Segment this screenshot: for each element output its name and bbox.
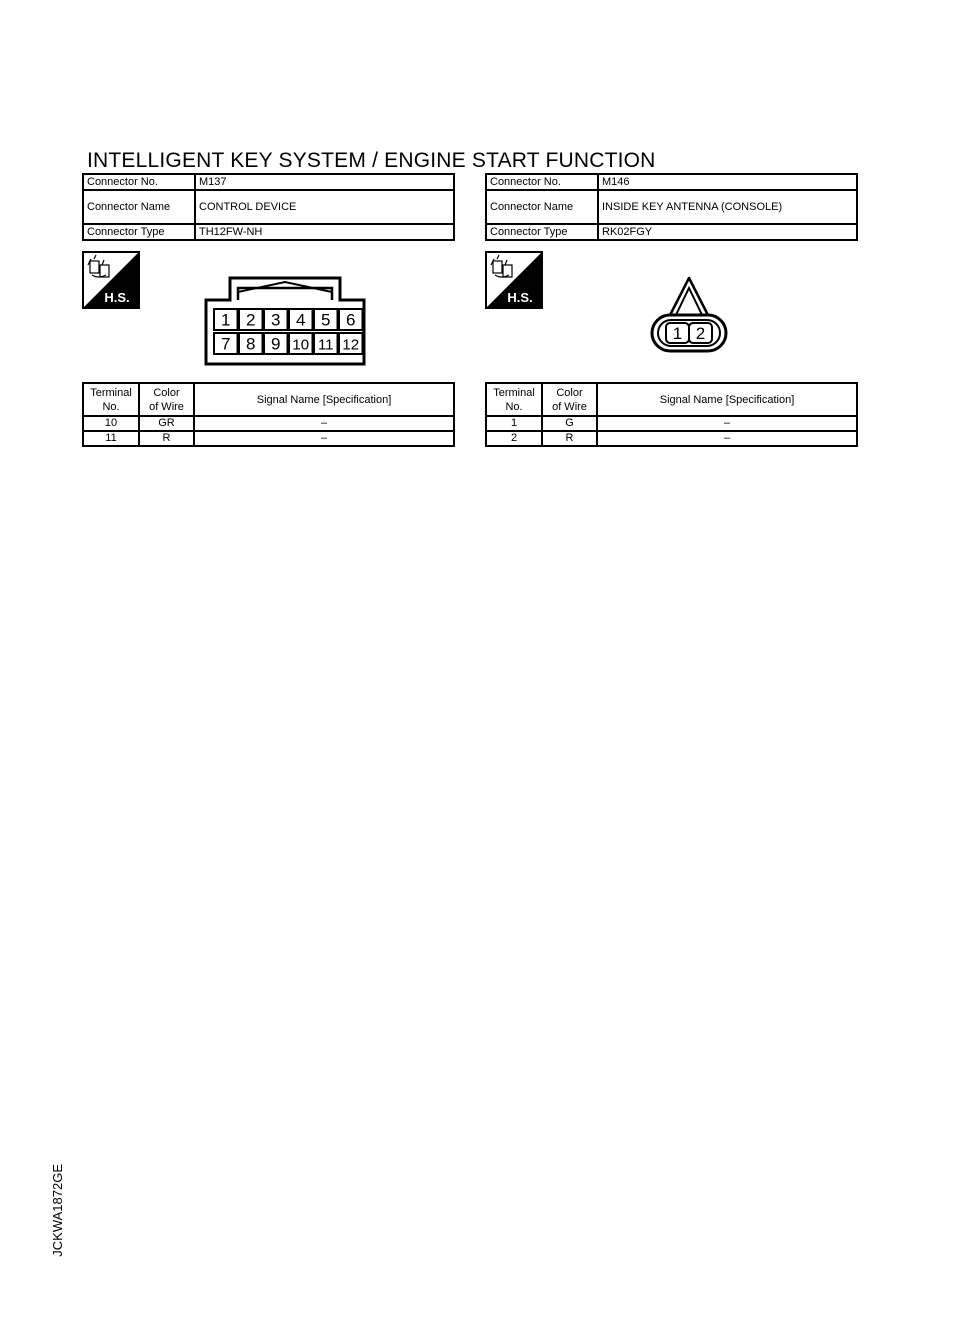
terminal-cell: 11 [83, 431, 139, 446]
pin-number: 4 [296, 310, 306, 330]
color-cell: R [139, 431, 194, 446]
harness-side-icon [82, 251, 140, 309]
color-cell: G [542, 416, 597, 431]
signal-cell: – [597, 431, 857, 446]
terminal-table [485, 382, 858, 447]
color-cell: R [542, 431, 597, 446]
color-cell: GR [139, 416, 194, 431]
pin-number: 3 [271, 310, 281, 330]
harness-side-icon [485, 251, 543, 309]
terminal-cell: 10 [83, 416, 139, 431]
connector-type-value: RK02FGY [598, 224, 857, 240]
connector-no-value: M146 [598, 174, 857, 190]
pin-number: 1 [221, 310, 231, 330]
pin-number: 8 [246, 334, 256, 354]
pin-number: 11 [317, 336, 334, 354]
terminal-header: Terminal No. [486, 383, 542, 416]
pin-number: 6 [346, 310, 356, 330]
page-title: INTELLIGENT KEY SYSTEM / ENGINE START FUNCTION [87, 149, 656, 172]
pin-number: 7 [221, 334, 231, 354]
pin-number: 10 [292, 336, 310, 354]
hs-label: H.S. [104, 290, 130, 305]
table-row [83, 416, 454, 431]
table-row [486, 431, 857, 446]
figure-code-text: JCKWA1872GE [50, 1164, 65, 1257]
signal-cell: – [194, 431, 454, 446]
terminal-cell: 2 [486, 431, 542, 446]
connector-no-value: M137 [195, 174, 454, 190]
connector-face-diagram [649, 275, 729, 355]
figure-code [50, 1164, 65, 1257]
connector-name-label: Connector Name [486, 190, 598, 224]
terminal-table [82, 382, 455, 447]
color-header: Color of Wire [139, 383, 194, 416]
pin-number: 2 [695, 324, 706, 343]
table-row [486, 416, 857, 431]
terminal-cell: 1 [486, 416, 542, 431]
connector-type-value: TH12FW-NH [195, 224, 454, 240]
signal-cell: – [597, 416, 857, 431]
terminal-header: Terminal No. [83, 383, 139, 416]
connector-name-value: INSIDE KEY ANTENNA (CONSOLE) [598, 190, 857, 224]
connector-type-label: Connector Type [83, 224, 195, 240]
connector-name-value: CONTROL DEVICE [195, 190, 454, 224]
signal-cell: – [194, 416, 454, 431]
connector-face-diagram [204, 276, 369, 368]
pin-number: 5 [321, 310, 331, 330]
connector-name-label: Connector Name [83, 190, 195, 224]
connector-no-label: Connector No. [486, 174, 598, 190]
color-header: Color of Wire [542, 383, 597, 416]
hs-label: H.S. [507, 290, 533, 305]
connector-type-label: Connector Type [486, 224, 598, 240]
signal-header: Signal Name [Specification] [597, 383, 857, 416]
pin-number: 12 [342, 336, 360, 354]
signal-header: Signal Name [Specification] [194, 383, 454, 416]
table-row [83, 431, 454, 446]
connector-info-table [485, 173, 858, 241]
connector-info-table [82, 173, 455, 241]
pin-number: 2 [246, 310, 256, 330]
pin-number: 9 [271, 334, 281, 354]
pin-number: 1 [672, 324, 683, 343]
connector-no-label: Connector No. [83, 174, 195, 190]
